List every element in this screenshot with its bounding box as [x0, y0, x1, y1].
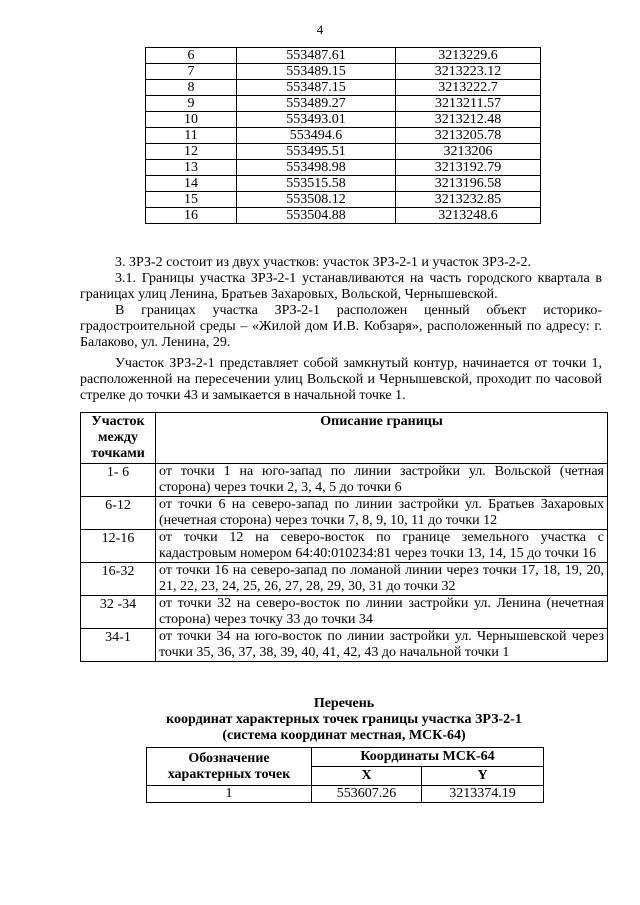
x-coordinate-cell: 553494.6 — [237, 128, 396, 144]
x-coordinate-cell: 553489.27 — [237, 96, 396, 112]
boundary-description-table — [80, 412, 608, 662]
table-row — [146, 128, 541, 144]
x-coordinate-cell: 553498.98 — [237, 160, 396, 176]
page-number: 4 — [316, 22, 324, 37]
y-coordinate-cell: 3213205.78 — [396, 128, 541, 144]
y-coordinate-cell: 3213232.85 — [396, 192, 541, 208]
x-coordinate-cell: 553508.12 — [237, 192, 396, 208]
y-coordinate-cell: 3213223.12 — [396, 64, 541, 80]
table-row — [146, 64, 541, 80]
x-coordinate-cell: 553493.01 — [237, 112, 396, 128]
header-description: Описание границы — [156, 413, 608, 464]
segment-cell: 32 -34 — [81, 596, 156, 629]
description-cell: от точки 32 на северо-восток по линии застройки ул. Ленина (нечетная сторона) через точку 33 до точки 34 — [156, 596, 608, 629]
header-segment: Участок между точками — [81, 413, 156, 464]
paragraph-zrz2-composition: 3. ЗРЗ-2 состоит из двух участков: участок ЗРЗ-2-1 и участок ЗРЗ-2-2. — [115, 255, 531, 270]
point-number-cell: 11 — [146, 128, 237, 144]
point-number-cell: 1 — [147, 786, 312, 803]
x-coordinate-cell: 553489.15 — [237, 64, 396, 80]
table-row — [81, 563, 608, 596]
point-number-cell: 13 — [146, 160, 237, 176]
segment-cell: 6-12 — [81, 497, 156, 530]
point-number-cell: 9 — [146, 96, 237, 112]
y-coordinate-cell: 3213248.6 — [396, 208, 541, 224]
x-coordinate-cell: 553495.51 — [237, 144, 396, 160]
point-number-cell: 16 — [146, 208, 237, 224]
point-number-cell: 12 — [146, 144, 237, 160]
point-number-cell: 6 — [146, 48, 237, 64]
x-coordinate-cell: 553504.88 — [237, 208, 396, 224]
description-cell: от точки 12 на северо-восток по границе земельного участка с кадастровым номером 64:40:010234:81 через точки 13, 14, 15 до точки 16 — [156, 530, 608, 563]
point-number-cell: 15 — [146, 192, 237, 208]
list-title-line-3: (система координат местная, МСК-64) — [222, 728, 466, 743]
point-number-cell: 10 — [146, 112, 237, 128]
table-row — [146, 96, 541, 112]
table-row — [81, 530, 608, 563]
coordinates-list-title — [80, 696, 608, 744]
coordinates-table-top — [145, 47, 541, 224]
y-coordinate-cell: 3213196.58 — [396, 176, 541, 192]
table-row — [146, 48, 541, 64]
point-number-cell: 14 — [146, 176, 237, 192]
header-coordinates: Координаты МСК-64 — [312, 748, 544, 767]
paragraph-contour: Участок ЗРЗ-2-1 представляет собой замкнутый контур, начинается от точки 1, расположенной на пересечении улиц Вольской и Чернышевской, проходит по часовой стрелке до точки 43 и замыкается в начальной точке 1. — [80, 356, 602, 403]
paragraph-zrz2-1-boundaries: 3.1. Границы участка ЗРЗ-2-1 устанавливаются на часть городского квартала в границах улиц Ленина, Братьев Захаровых, Вольской, Чернышевской. — [80, 271, 602, 302]
section-text — [80, 255, 602, 404]
table-row — [81, 596, 608, 629]
header-y: Y — [422, 767, 544, 786]
table-header-row — [81, 413, 608, 464]
list-title-line-1: Перечень — [313, 696, 375, 711]
x-coordinate-cell: 553515.58 — [237, 176, 396, 192]
segment-cell: 34-1 — [81, 629, 156, 662]
segment-cell: 1- 6 — [81, 464, 156, 497]
point-number-cell: 7 — [146, 64, 237, 80]
header-points: Обозначение характерных точек — [147, 748, 312, 786]
y-coordinate-cell: 3213229.6 — [396, 48, 541, 64]
description-cell: от точки 16 на северо-запад по ломаной линии через точки 17, 18, 19, 20, 21, 22, 23, 24, 25, 26, 27, 28, 29, 30, 31 до точки 32 — [156, 563, 608, 596]
table-row — [146, 112, 541, 128]
x-coordinate-cell: 553487.15 — [237, 80, 396, 96]
table-row — [146, 160, 541, 176]
header-x: X — [312, 767, 422, 786]
y-coordinate-cell: 3213212.48 — [396, 112, 541, 128]
table-row — [81, 497, 608, 530]
paragraph-valuable-object: В границах участка ЗРЗ-2-1 расположен ценный объект историко-градостроительной среды – «Жилой дом И.В. Кобзаря», расположенный по адресу: г. Балаково, ул. Ленина, 29. — [80, 303, 602, 350]
table-row — [147, 786, 544, 803]
y-coordinate-cell: 3213192.79 — [396, 160, 541, 176]
table-row — [146, 80, 541, 96]
table-row — [146, 192, 541, 208]
table-row — [146, 176, 541, 192]
y-coordinate-cell: 3213222.7 — [396, 80, 541, 96]
table-row — [81, 464, 608, 497]
x-coordinate-cell: 553607.26 — [312, 786, 422, 803]
y-coordinate-cell: 3213374.19 — [422, 786, 544, 803]
table-header-row — [147, 748, 544, 767]
description-cell: от точки 1 на юго-запад по линии застройки ул. Вольской (четная сторона) через точки 2, 3, 4, 5 до точки 6 — [156, 464, 608, 497]
x-coordinate-cell: 553487.61 — [237, 48, 396, 64]
table-row — [81, 629, 608, 662]
description-cell: от точки 6 на северо-запад по линии застройки ул. Братьев Захаровых (нечетная сторона) через точки 7, 8, 9, 10, 11 до точки 12 — [156, 497, 608, 530]
point-number-cell: 8 — [146, 80, 237, 96]
coordinates-table-bottom — [146, 747, 544, 803]
description-cell: от точки 34 на юго-восток по линии застройки ул. Чернышевской через точки 35, 36, 37, 38, 39, 40, 41, 42, 43 до начальной точки 1 — [156, 629, 608, 662]
segment-cell: 16-32 — [81, 563, 156, 596]
list-title-line-2: координат характерных точек границы участка ЗРЗ-2-1 — [166, 712, 522, 727]
table-row — [146, 208, 541, 224]
y-coordinate-cell: 3213206 — [396, 144, 541, 160]
table-row — [146, 144, 541, 160]
y-coordinate-cell: 3213211.57 — [396, 96, 541, 112]
segment-cell: 12-16 — [81, 530, 156, 563]
